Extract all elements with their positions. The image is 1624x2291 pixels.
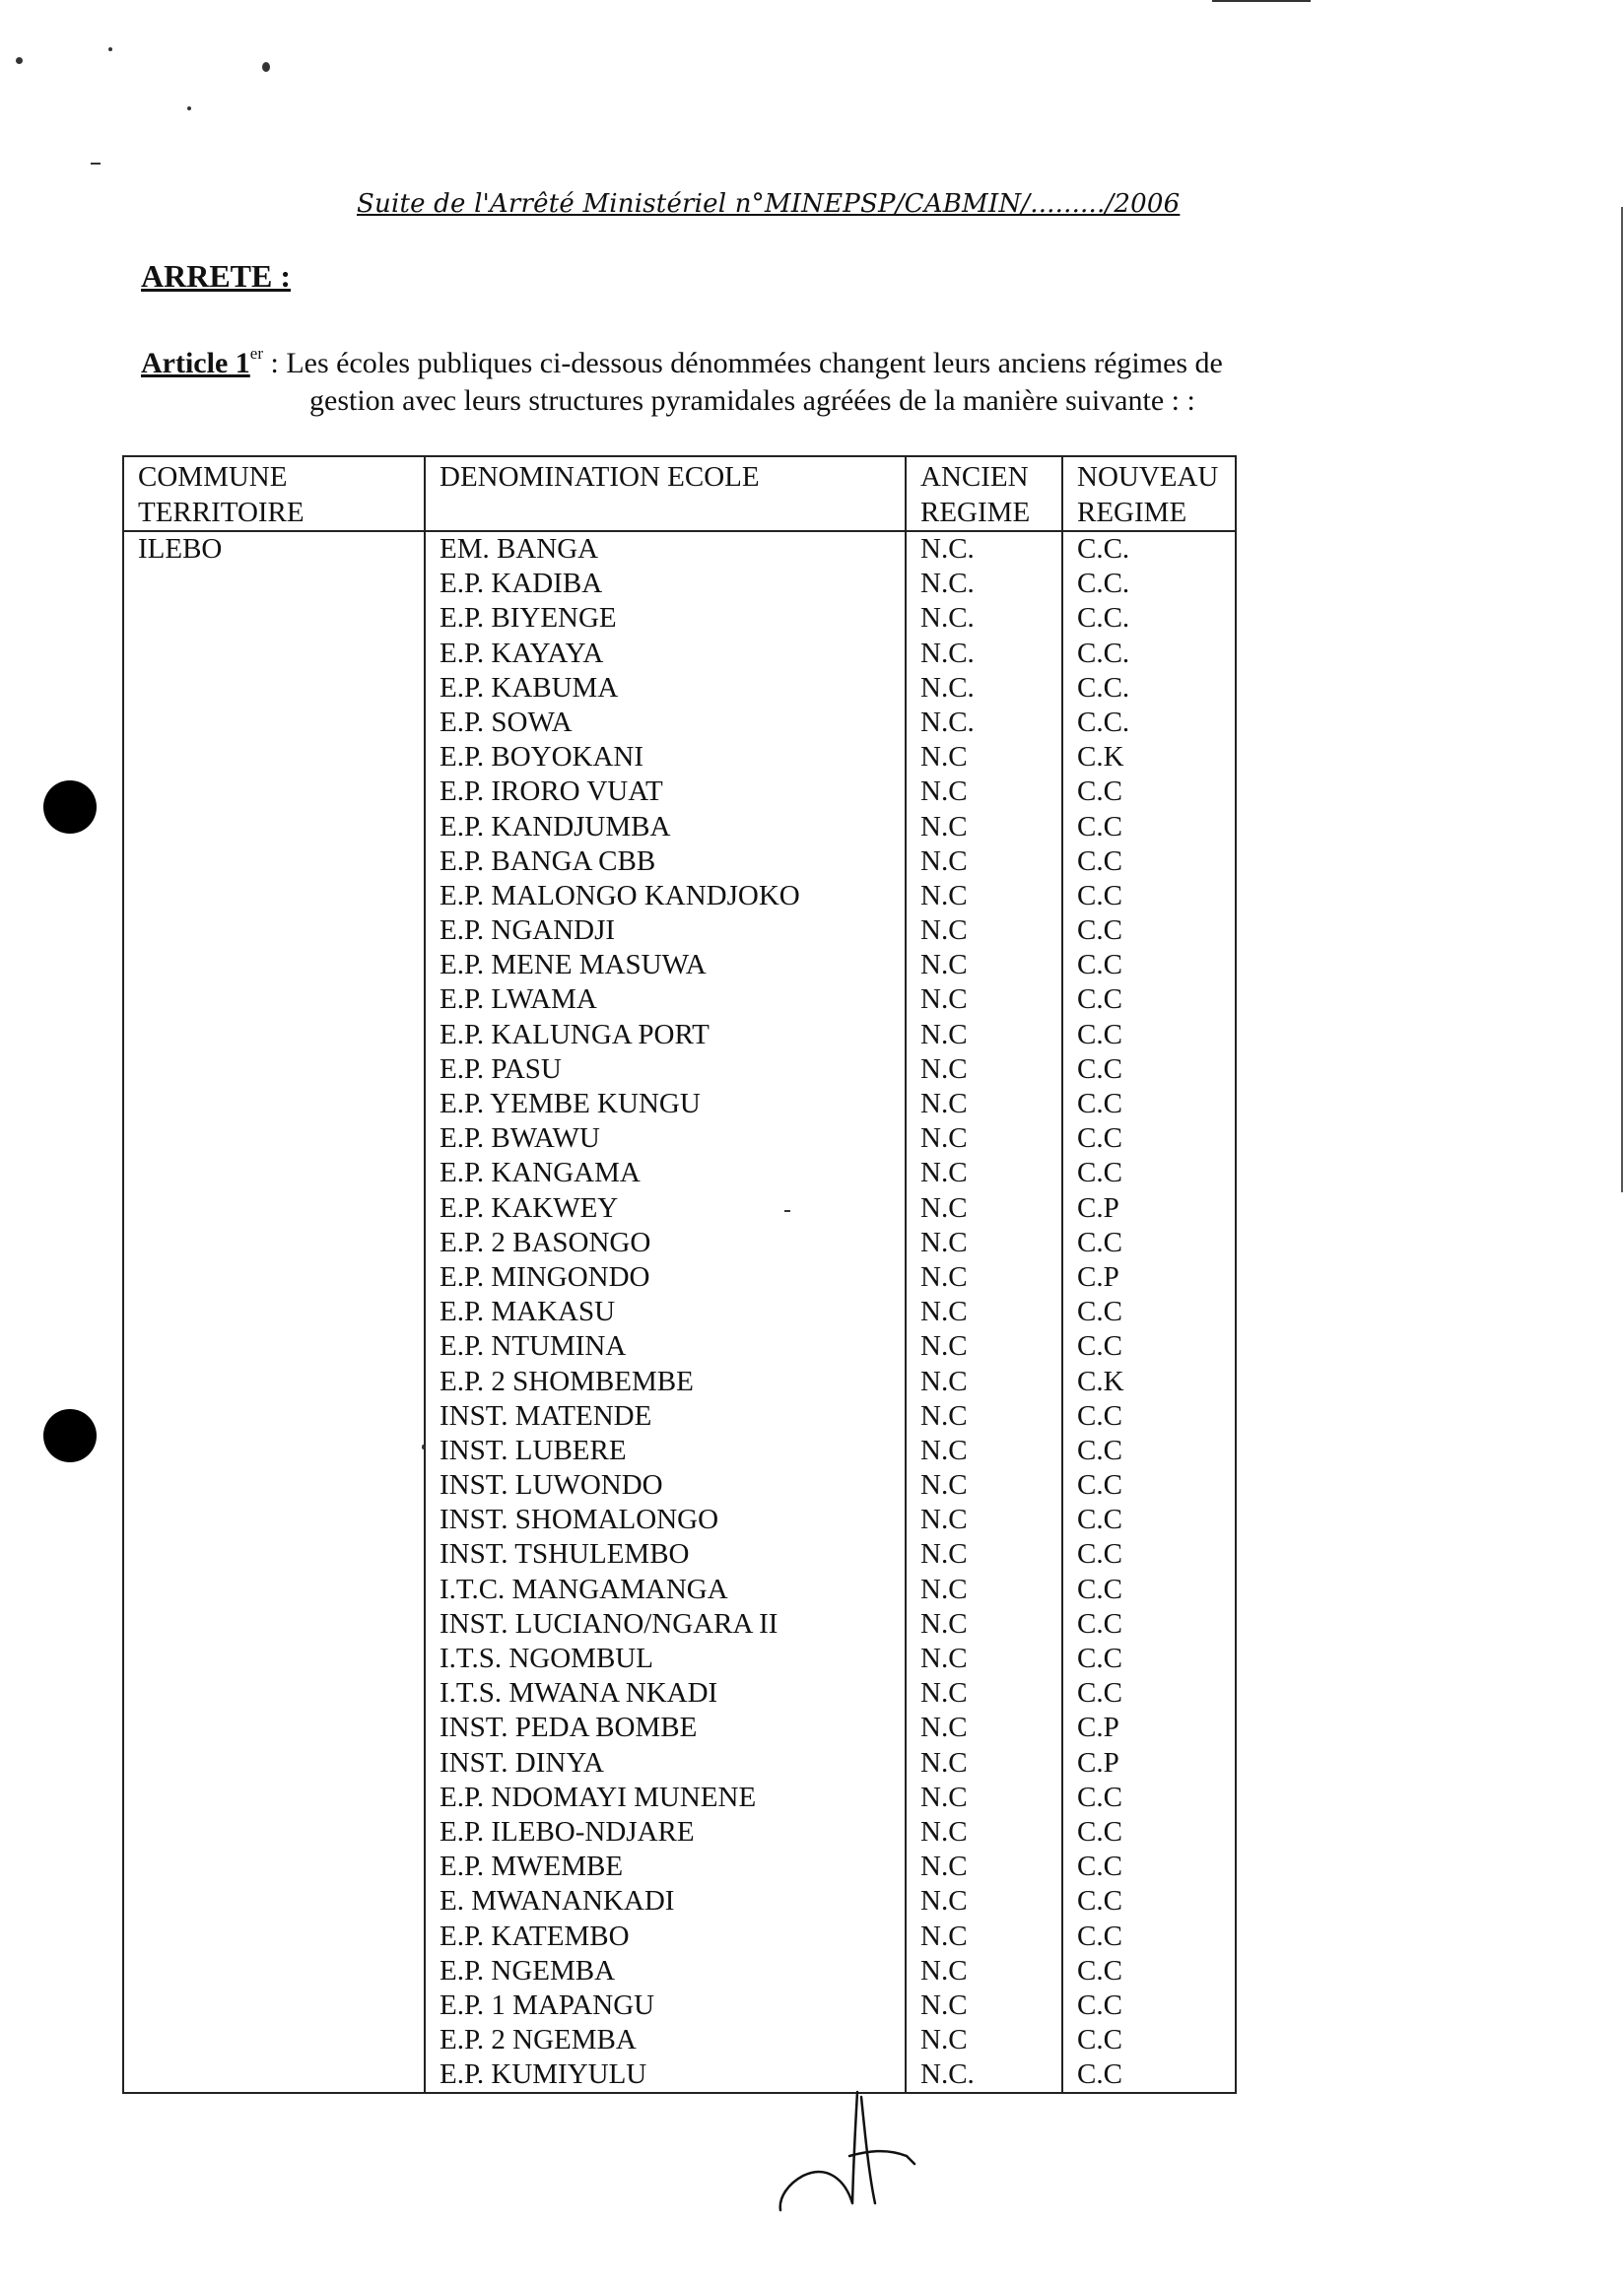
document-reference: Suite de l'Arrêté Ministériel n°MINEPSP/CABMIN/........./2006 <box>357 189 1181 219</box>
table-row <box>123 706 1236 740</box>
ancien-regime-cell: N.C <box>906 948 1062 982</box>
nouveau-regime-cell: C.C <box>1062 810 1236 844</box>
table-row <box>123 1607 1236 1642</box>
table-row <box>123 1434 1236 1468</box>
ancien-regime-cell: N.C <box>906 1815 1062 1850</box>
table-row <box>123 1815 1236 1850</box>
commune-cell <box>123 1018 425 1052</box>
school-name-cell: INST. DINYA <box>425 1746 906 1781</box>
ancien-regime-cell: N.C <box>906 1711 1062 1745</box>
nouveau-regime-cell: C.K <box>1062 740 1236 775</box>
ancien-regime-cell: N.C <box>906 1676 1062 1711</box>
nouveau-regime-cell: C.C <box>1062 2023 1236 2057</box>
commune-cell <box>123 1434 425 1468</box>
commune-cell <box>123 1850 425 1884</box>
table-row <box>123 1087 1236 1121</box>
header-ancien-regime: ANCIEN REGIME <box>906 456 1062 531</box>
table-row <box>123 531 1236 567</box>
nouveau-regime-cell: C.C <box>1062 2057 1236 2093</box>
school-name-cell: E.P. KAYAYA <box>425 637 906 671</box>
ancien-regime-cell: N.C <box>906 2023 1062 2057</box>
commune-cell <box>123 1260 425 1295</box>
table-row <box>123 844 1236 879</box>
punch-hole <box>43 1409 97 1462</box>
ancien-regime-cell: N.C <box>906 775 1062 809</box>
nouveau-regime-cell: C.P <box>1062 1260 1236 1295</box>
table-row <box>123 637 1236 671</box>
ancien-regime-cell: N.C <box>906 913 1062 948</box>
table-row <box>123 1676 1236 1711</box>
school-name-cell: E.P. ILEBO-NDJARE <box>425 1815 906 1850</box>
commune-cell <box>123 1988 425 2023</box>
table-row <box>123 1295 1236 1329</box>
article-text-line1: : Les écoles publiques ci-dessous dénommées changent leurs anciens régimes de <box>263 347 1223 379</box>
nouveau-regime-cell: C.C <box>1062 1815 1236 1850</box>
school-name-cell: INST. PEDA BOMBE <box>425 1711 906 1745</box>
ancien-regime-cell: N.C <box>906 1954 1062 1988</box>
nouveau-regime-cell: C.C <box>1062 879 1236 913</box>
commune-cell <box>123 1365 425 1399</box>
school-name-cell: E.P. KANDJUMBA <box>425 810 906 844</box>
school-name-cell: E.P. SOWA <box>425 706 906 740</box>
commune-cell <box>123 1711 425 1745</box>
table-row <box>123 1260 1236 1295</box>
ancien-regime-cell: N.C <box>906 1434 1062 1468</box>
commune-cell <box>123 1815 425 1850</box>
nouveau-regime-cell: C.C. <box>1062 706 1236 740</box>
commune-cell <box>123 671 425 706</box>
table-row <box>123 1573 1236 1607</box>
ancien-regime-cell: N.C <box>906 1121 1062 1156</box>
commune-cell <box>123 1121 425 1156</box>
nouveau-regime-cell: C.C <box>1062 1329 1236 1364</box>
scan-speck <box>422 1445 425 1449</box>
table-row <box>123 671 1236 706</box>
ancien-regime-cell: N.C <box>906 1295 1062 1329</box>
nouveau-regime-cell: C.P <box>1062 1711 1236 1745</box>
school-name-cell: E.P. KANGAMA <box>425 1156 906 1190</box>
commune-cell <box>123 1781 425 1815</box>
scan-speck <box>1621 207 1623 1192</box>
school-name-cell: E.P. PASU <box>425 1052 906 1087</box>
school-name-cell: E.P. 2 BASONGO <box>425 1226 906 1260</box>
handwritten-signature <box>759 2087 926 2215</box>
table-row <box>123 1191 1236 1226</box>
commune-cell <box>123 948 425 982</box>
header-nouveau-regime: NOUVEAU REGIME <box>1062 456 1236 531</box>
ancien-regime-cell: N.C <box>906 1988 1062 2023</box>
table-row <box>123 601 1236 636</box>
scan-speck <box>108 47 112 51</box>
school-name-cell: I.T.C. MANGAMANGA <box>425 1573 906 1607</box>
ancien-regime-cell: N.C <box>906 1260 1062 1295</box>
commune-cell <box>123 567 425 601</box>
ancien-regime-cell: N.C <box>906 1052 1062 1087</box>
nouveau-regime-cell: C.C <box>1062 1087 1236 1121</box>
nouveau-regime-cell: C.C <box>1062 913 1236 948</box>
table-row <box>123 2023 1236 2057</box>
commune-cell <box>123 1052 425 1087</box>
ancien-regime-cell: N.C <box>906 982 1062 1017</box>
nouveau-regime-cell: C.C. <box>1062 637 1236 671</box>
school-name-cell: INST. LUWONDO <box>425 1468 906 1503</box>
table-row <box>123 879 1236 913</box>
school-name-cell: E.P. NGANDJI <box>425 913 906 948</box>
scan-speck <box>91 163 101 165</box>
nouveau-regime-cell: C.C <box>1062 1642 1236 1676</box>
table-row <box>123 1954 1236 1988</box>
table-row <box>123 982 1236 1017</box>
scan-speck <box>16 57 23 64</box>
table-row <box>123 1468 1236 1503</box>
school-name-cell: EM. BANGA <box>425 531 906 567</box>
nouveau-regime-cell: C.C. <box>1062 531 1236 567</box>
ancien-regime-cell: N.C <box>906 1226 1062 1260</box>
table-row <box>123 1884 1236 1919</box>
school-name-cell: INST. LUBERE <box>425 1434 906 1468</box>
commune-cell <box>123 1676 425 1711</box>
commune-cell <box>123 1573 425 1607</box>
school-name-cell: E.P. 2 NGEMBA <box>425 2023 906 2057</box>
ancien-regime-cell: N.C <box>906 1365 1062 1399</box>
school-name-cell: E.P. 1 MAPANGU <box>425 1988 906 2023</box>
ancien-regime-cell: N.C <box>906 1018 1062 1052</box>
ancien-regime-cell: N.C <box>906 1573 1062 1607</box>
table-row <box>123 1850 1236 1884</box>
school-name-cell: E.P. LWAMA <box>425 982 906 1017</box>
ancien-regime-cell: N.C <box>906 879 1062 913</box>
commune-cell <box>123 1191 425 1226</box>
school-name-cell: E.P. KAKWEY <box>425 1191 906 1226</box>
commune-cell <box>123 1226 425 1260</box>
ancien-regime-cell: N.C. <box>906 567 1062 601</box>
school-name-cell: E.P. MAKASU <box>425 1295 906 1329</box>
commune-cell <box>123 810 425 844</box>
nouveau-regime-cell: C.C <box>1062 1434 1236 1468</box>
nouveau-regime-cell: C.C <box>1062 1018 1236 1052</box>
ancien-regime-cell: N.C <box>906 1399 1062 1434</box>
nouveau-regime-cell: C.K <box>1062 1365 1236 1399</box>
ancien-regime-cell: N.C <box>906 1191 1062 1226</box>
commune-cell <box>123 913 425 948</box>
nouveau-regime-cell: C.C <box>1062 775 1236 809</box>
school-name-cell: E.P. BANGA CBB <box>425 844 906 879</box>
school-name-cell: INST. LUCIANO/NGARA II <box>425 1607 906 1642</box>
ancien-regime-cell: N.C <box>906 1781 1062 1815</box>
commune-cell <box>123 2057 425 2093</box>
table-row <box>123 1920 1236 1954</box>
article-text-line2: gestion avec leurs structures pyramidales agréées de la manière suivante : : <box>309 384 1195 417</box>
commune-cell <box>123 706 425 740</box>
nouveau-regime-cell: C.C. <box>1062 601 1236 636</box>
table-row <box>123 1537 1236 1572</box>
nouveau-regime-cell: C.C <box>1062 1295 1236 1329</box>
scan-speck <box>262 62 270 72</box>
header-commune: COMMUNE TERRITOIRE <box>123 456 425 531</box>
commune-cell <box>123 1642 425 1676</box>
table-row <box>123 567 1236 601</box>
commune-cell <box>123 1156 425 1190</box>
nouveau-regime-cell: C.C <box>1062 1884 1236 1919</box>
ancien-regime-cell: N.C. <box>906 706 1062 740</box>
school-name-cell: E.P. KALUNGA PORT <box>425 1018 906 1052</box>
ancien-regime-cell: N.C. <box>906 531 1062 567</box>
school-name-cell: E.P. YEMBE KUNGU <box>425 1087 906 1121</box>
nouveau-regime-cell: C.C <box>1062 1121 1236 1156</box>
article-superscript: er <box>249 344 263 363</box>
table-header-row <box>123 456 1236 531</box>
commune-cell: ILEBO <box>123 531 425 567</box>
school-name-cell: E.P. BIYENGE <box>425 601 906 636</box>
ancien-regime-cell: N.C <box>906 810 1062 844</box>
header-denomination: DENOMINATION ECOLE <box>425 456 906 531</box>
table-row <box>123 1365 1236 1399</box>
commune-cell <box>123 1920 425 1954</box>
section-heading: ARRETE : <box>141 258 292 294</box>
school-name-cell: E.P. KADIBA <box>425 567 906 601</box>
school-name-cell: E.P. KABUMA <box>425 671 906 706</box>
table-row <box>123 1121 1236 1156</box>
commune-cell <box>123 1954 425 1988</box>
ancien-regime-cell: N.C <box>906 1156 1062 1190</box>
table-row <box>123 810 1236 844</box>
school-name-cell: E.P. BWAWU <box>425 1121 906 1156</box>
nouveau-regime-cell: C.C <box>1062 1226 1236 1260</box>
school-name-cell: E.P. NDOMAYI MUNENE <box>425 1781 906 1815</box>
school-name-cell: INST. TSHULEMBO <box>425 1537 906 1572</box>
schools-table <box>122 455 1237 2094</box>
school-name-cell: E.P. MENE MASUWA <box>425 948 906 982</box>
ancien-regime-cell: N.C. <box>906 637 1062 671</box>
table-row <box>123 1988 1236 2023</box>
article-label: Article 1 <box>141 347 250 379</box>
table-body <box>123 531 1236 2093</box>
scan-speck <box>784 1210 790 1212</box>
school-name-cell: INST. SHOMALONGO <box>425 1503 906 1537</box>
commune-cell <box>123 982 425 1017</box>
school-name-cell: E.P. NGEMBA <box>425 1954 906 1988</box>
nouveau-regime-cell: C.C <box>1062 1573 1236 1607</box>
commune-cell <box>123 1399 425 1434</box>
nouveau-regime-cell: C.C <box>1062 1607 1236 1642</box>
ancien-regime-cell: N.C <box>906 1503 1062 1537</box>
scan-speck <box>187 106 191 110</box>
nouveau-regime-cell: C.C <box>1062 982 1236 1017</box>
commune-cell <box>123 740 425 775</box>
table-row <box>123 1156 1236 1190</box>
school-name-cell: E.P. MINGONDO <box>425 1260 906 1295</box>
ancien-regime-cell: N.C. <box>906 601 1062 636</box>
nouveau-regime-cell: C.C <box>1062 1503 1236 1537</box>
commune-cell <box>123 1746 425 1781</box>
school-name-cell: I.T.S. NGOMBUL <box>425 1642 906 1676</box>
school-name-cell: E.P. 2 SHOMBEMBE <box>425 1365 906 1399</box>
commune-cell <box>123 2023 425 2057</box>
commune-cell <box>123 601 425 636</box>
nouveau-regime-cell: C.C <box>1062 1156 1236 1190</box>
table-row <box>123 740 1236 775</box>
nouveau-regime-cell: C.C <box>1062 1920 1236 1954</box>
nouveau-regime-cell: C.C <box>1062 1399 1236 1434</box>
table-row <box>123 1503 1236 1537</box>
article-paragraph <box>141 335 1373 420</box>
table-row <box>123 1226 1236 1260</box>
nouveau-regime-cell: C.C <box>1062 1052 1236 1087</box>
ancien-regime-cell: N.C <box>906 1087 1062 1121</box>
commune-cell <box>123 775 425 809</box>
table-row <box>123 1642 1236 1676</box>
nouveau-regime-cell: C.C. <box>1062 671 1236 706</box>
table-row <box>123 1018 1236 1052</box>
commune-cell <box>123 1607 425 1642</box>
school-name-cell: E.P. BOYOKANI <box>425 740 906 775</box>
school-name-cell: E.P. MWEMBE <box>425 1850 906 1884</box>
commune-cell <box>123 1087 425 1121</box>
scan-speck <box>1212 0 1311 2</box>
nouveau-regime-cell: C.C <box>1062 1676 1236 1711</box>
table-row <box>123 1711 1236 1745</box>
table-row <box>123 1781 1236 1815</box>
commune-cell <box>123 1295 425 1329</box>
ancien-regime-cell: N.C <box>906 1884 1062 1919</box>
nouveau-regime-cell: C.C <box>1062 844 1236 879</box>
commune-cell <box>123 879 425 913</box>
ancien-regime-cell: N.C <box>906 1850 1062 1884</box>
ancien-regime-cell: N.C <box>906 1642 1062 1676</box>
table-row <box>123 775 1236 809</box>
school-name-cell: E.P. MALONGO KANDJOKO <box>425 879 906 913</box>
nouveau-regime-cell: C.C <box>1062 1781 1236 1815</box>
school-name-cell: E.P. KUMIYULU <box>425 2057 906 2093</box>
nouveau-regime-cell: C.C <box>1062 1954 1236 1988</box>
commune-cell <box>123 637 425 671</box>
nouveau-regime-cell: C.C <box>1062 1468 1236 1503</box>
table-row <box>123 1746 1236 1781</box>
school-name-cell: E.P. NTUMINA <box>425 1329 906 1364</box>
ancien-regime-cell: N.C <box>906 1920 1062 1954</box>
commune-cell <box>123 844 425 879</box>
table-row <box>123 913 1236 948</box>
ancien-regime-cell: N.C <box>906 1329 1062 1364</box>
nouveau-regime-cell: C.C <box>1062 948 1236 982</box>
school-name-cell: E. MWANANKADI <box>425 1884 906 1919</box>
nouveau-regime-cell: C.C <box>1062 1537 1236 1572</box>
nouveau-regime-cell: C.P <box>1062 1191 1236 1226</box>
table-row <box>123 948 1236 982</box>
school-name-cell: INST. MATENDE <box>425 1399 906 1434</box>
commune-cell <box>123 1884 425 1919</box>
punch-hole <box>43 780 97 834</box>
nouveau-regime-cell: C.C. <box>1062 567 1236 601</box>
ancien-regime-cell: N.C. <box>906 671 1062 706</box>
nouveau-regime-cell: C.C <box>1062 1850 1236 1884</box>
nouveau-regime-cell: C.P <box>1062 1746 1236 1781</box>
commune-cell <box>123 1537 425 1572</box>
table-row <box>123 1052 1236 1087</box>
commune-cell <box>123 1329 425 1364</box>
ancien-regime-cell: N.C <box>906 1537 1062 1572</box>
table-row <box>123 2057 1236 2093</box>
school-name-cell: E.P. IRORO VUAT <box>425 775 906 809</box>
ancien-regime-cell: N.C <box>906 1607 1062 1642</box>
commune-cell <box>123 1468 425 1503</box>
school-name-cell: E.P. KATEMBO <box>425 1920 906 1954</box>
table-row <box>123 1329 1236 1364</box>
ancien-regime-cell: N.C <box>906 1746 1062 1781</box>
school-name-cell: I.T.S. MWANA NKADI <box>425 1676 906 1711</box>
ancien-regime-cell: N.C <box>906 740 1062 775</box>
ancien-regime-cell: N.C <box>906 1468 1062 1503</box>
ancien-regime-cell: N.C <box>906 844 1062 879</box>
ancien-regime-cell: N.C. <box>906 2057 1062 2093</box>
nouveau-regime-cell: C.C <box>1062 1988 1236 2023</box>
table-row <box>123 1399 1236 1434</box>
commune-cell <box>123 1503 425 1537</box>
